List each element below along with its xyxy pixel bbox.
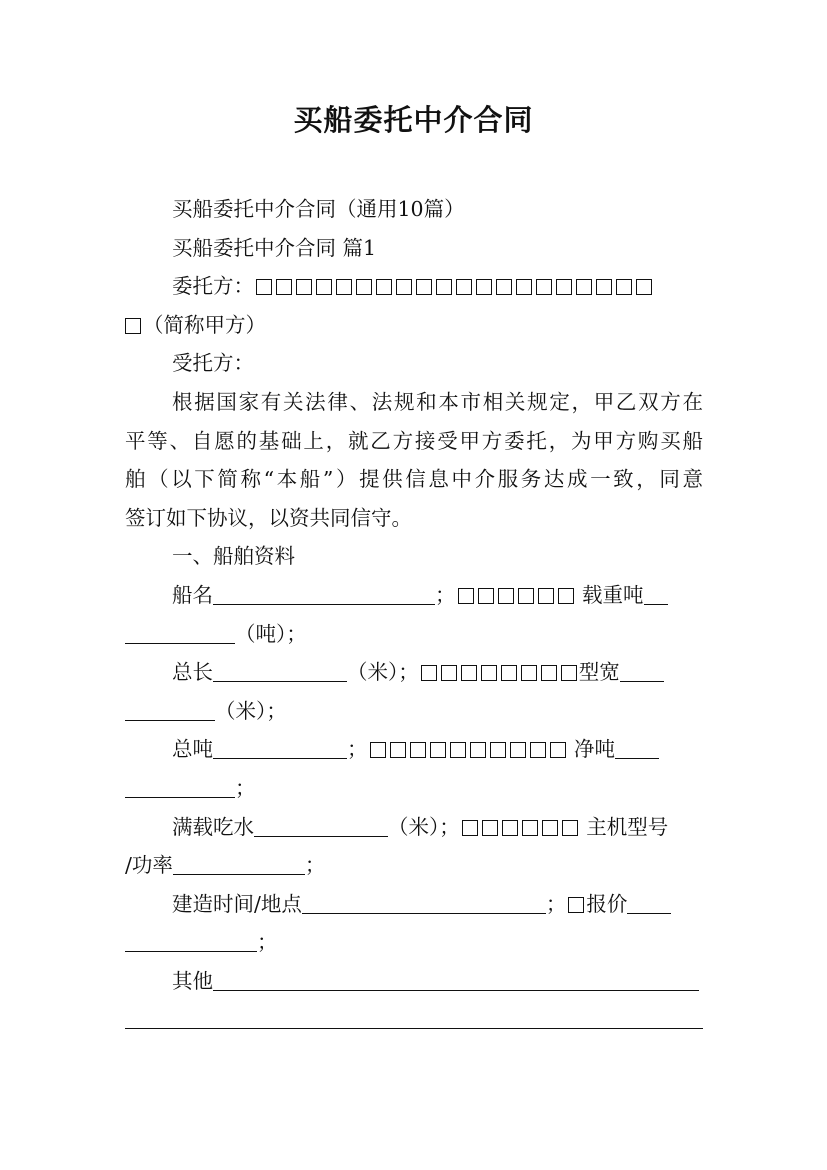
semicolon: ；	[235, 775, 256, 800]
power-label: /功率	[125, 853, 173, 878]
checkbox	[516, 279, 532, 295]
checkbox	[538, 588, 554, 604]
power-line	[125, 846, 703, 885]
checkbox	[596, 279, 612, 295]
checkbox	[316, 279, 332, 295]
checkbox	[502, 820, 518, 836]
document-title: 买船委托中介合同	[293, 103, 534, 137]
preamble-line: 签订如下协议，以资共同信守。	[125, 505, 412, 530]
checkbox	[536, 279, 552, 295]
agent-label: 受托方：	[172, 351, 254, 376]
checkbox	[462, 820, 478, 836]
checkbox	[510, 742, 526, 758]
build-label: 建造时间/地点	[172, 891, 302, 916]
semicolon: ；	[304, 853, 326, 878]
checkbox	[370, 742, 386, 758]
checkbox	[450, 742, 466, 758]
checkbox[interactable]	[125, 318, 141, 334]
checkbox	[461, 665, 477, 681]
client-suffix-line	[125, 306, 703, 345]
checkbox	[336, 279, 352, 295]
preamble-line: 舶（以下简称“本船”）提供信息中介服务达成一致，同意	[125, 467, 703, 492]
engine-label: 主机型号	[586, 814, 669, 839]
draft-line	[125, 808, 703, 847]
checkbox	[430, 742, 446, 758]
deadweight-cont	[125, 615, 703, 654]
gross-ton-blank[interactable]	[213, 736, 347, 759]
document-body	[125, 190, 703, 1039]
checkbox	[396, 279, 412, 295]
checkbox	[421, 665, 437, 681]
net-ton-cont	[125, 769, 703, 808]
checkbox	[410, 742, 426, 758]
deadweight-blank[interactable]	[644, 582, 668, 605]
checkbox	[576, 279, 592, 295]
checkbox	[541, 665, 557, 681]
other-blank[interactable]	[213, 968, 699, 991]
gross-ton-label: 总吨	[172, 737, 213, 762]
other-cont	[125, 1000, 703, 1039]
price-label: 报价	[586, 891, 628, 916]
ton-unit: （吨）；	[235, 621, 307, 646]
checkbox	[521, 665, 537, 681]
build-blank[interactable]	[302, 891, 546, 914]
ship-name-line	[125, 576, 703, 615]
draft-label: 满载吃水	[172, 814, 254, 839]
preamble-line: 根据国家有关法律、法规和本市相关规定，甲乙双方在	[172, 389, 703, 414]
semicolon: ；	[257, 930, 278, 955]
section-title: 买船委托中介合同 篇1	[172, 235, 377, 260]
net-ton-label: 净吨	[574, 737, 616, 762]
checkbox	[496, 279, 512, 295]
checkbox	[470, 742, 486, 758]
checkbox	[456, 279, 472, 295]
checkbox	[458, 588, 474, 604]
beam-label: 型宽	[578, 660, 620, 685]
price-blank[interactable]	[627, 891, 671, 914]
checkbox	[558, 588, 574, 604]
checkbox	[542, 820, 558, 836]
semicolon: ；	[545, 891, 567, 916]
checkbox	[490, 742, 506, 758]
checkbox	[636, 279, 652, 295]
heading-ship-info: 一、船舶资料	[172, 544, 295, 569]
beam-cont	[125, 692, 703, 731]
client-suffix: （简称甲方）	[143, 312, 266, 337]
deadweight-blank-cont[interactable]	[125, 621, 235, 644]
build-line	[125, 885, 703, 924]
client-line	[125, 267, 703, 306]
preamble-line: 平等、自愿的基础上，就乙方接受甲方委托，为甲方购买船	[125, 428, 703, 453]
checkbox	[356, 279, 372, 295]
meter-unit: （米）；	[347, 660, 419, 685]
net-ton-blank-cont[interactable]	[125, 775, 235, 798]
gross-ton-line	[125, 730, 703, 769]
checkbox	[441, 665, 457, 681]
ship-name-label: 船名	[172, 582, 213, 607]
checkbox	[276, 279, 292, 295]
checkbox	[482, 820, 498, 836]
checkbox	[550, 742, 566, 758]
checkbox	[256, 279, 272, 295]
beam-blank-cont[interactable]	[125, 698, 215, 721]
checkbox	[376, 279, 392, 295]
other-blank-cont[interactable]	[125, 1006, 703, 1029]
meter-unit: （米）；	[215, 698, 287, 723]
beam-blank[interactable]	[620, 659, 664, 682]
checkbox	[478, 588, 494, 604]
price-cont	[125, 923, 703, 962]
checkbox	[616, 279, 632, 295]
checkbox	[476, 279, 492, 295]
checkbox-row	[254, 274, 654, 298]
other-line	[125, 962, 703, 1001]
checkbox	[296, 279, 312, 295]
price-blank-cont[interactable]	[125, 929, 257, 952]
checkbox	[416, 279, 432, 295]
length-label: 总长	[172, 660, 213, 685]
length-blank[interactable]	[213, 659, 347, 682]
semicolon: ；	[347, 737, 368, 762]
semicolon: ；	[435, 582, 456, 607]
checkbox	[498, 588, 514, 604]
checkbox	[518, 588, 534, 604]
checkbox	[481, 665, 497, 681]
checkbox	[501, 665, 517, 681]
other-label: 其他	[172, 968, 213, 993]
subtitle: 买船委托中介合同（通用10篇）	[172, 197, 465, 221]
checkbox	[561, 665, 577, 681]
ship-name-blank[interactable]	[213, 582, 435, 605]
draft-blank[interactable]	[254, 814, 388, 837]
meter-unit: （米）；	[388, 814, 460, 839]
checkbox	[530, 742, 546, 758]
client-label: 委托方：	[172, 274, 254, 299]
checkbox	[568, 897, 584, 913]
length-line	[125, 653, 703, 692]
checkbox	[436, 279, 452, 295]
checkbox	[562, 820, 578, 836]
checkbox	[556, 279, 572, 295]
checkbox	[390, 742, 406, 758]
net-ton-blank[interactable]	[615, 736, 659, 759]
power-blank[interactable]	[173, 852, 305, 875]
deadweight-label: 载重吨	[582, 582, 644, 607]
checkbox	[522, 820, 538, 836]
